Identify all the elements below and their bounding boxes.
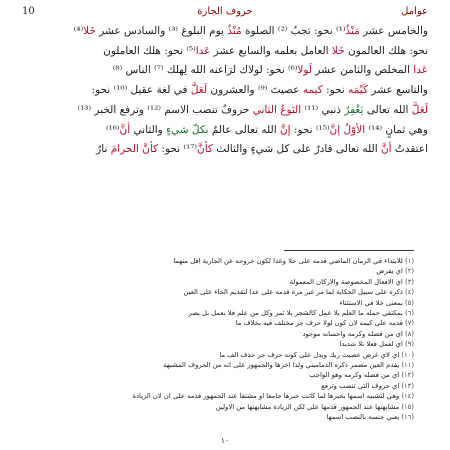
footnote-text: اي يفرض [376,267,406,276]
highlighted-term: مَنْذُ [345,25,360,37]
header-page-number: 10 [22,6,35,17]
highlighted-term: عَدا [195,44,211,57]
footnote [44,298,414,308]
footnote-text: للابتداء في الزمان الماضي قدمه على خلا وعدا لكون خروجه عن الجارية اقل منهما [173,257,406,265]
text-segment: الله تعالى [363,103,412,116]
footnote-text: اي لعمل فعلا تلا شديدا [339,340,406,349]
footnote [44,370,414,380]
text-segment: يوم البلوغ ⁽³⁾ والسادس عشر [95,25,228,37]
header-section-title: حروف الجارة [197,6,253,17]
footnote-text: اي من فضله وكرمه واحسانه موجود [302,329,406,338]
main-text [22,22,428,160]
page-footer [0,436,450,445]
text-segment: ⁽²⁾ [277,25,288,37]
footnote-number: (٣) [405,277,414,286]
highlighted-term: خَلا [83,25,96,37]
text-segment: والتاسع عشر [367,84,428,97]
running-header [22,6,428,22]
text-segment: العامل بعلمه والسابع عشر [210,44,332,57]
footnote-text: اي لاي غرض عصيت ربك وبدل على كونه حرف جر حذف الف ما [219,350,402,359]
footnote-number: (١٤) [401,392,414,401]
footnote-number: (٩) [405,340,414,349]
highlighted-term: كأنَّ الحرامَ [110,143,159,156]
highlighted-term: كأنَّ [197,143,213,156]
text-segment: ⁽¹⁶⁾ [105,123,120,136]
highlighted-term: النَوعُ الثاني [252,103,302,116]
text-segment: نحو: هلك العالمون [344,44,428,57]
footer-page-number: ١٠ [220,436,230,445]
text-segment: ⁽¹⁷⁾ نحو: [158,143,197,156]
footnote-number: (١٣) [401,381,414,390]
footnote-number: (٤) [405,288,414,297]
highlighted-term: إنَّ [279,123,291,136]
highlighted-term: لَعَلَّ [190,84,208,97]
footnote [44,402,414,412]
footnote-number: (٧) [405,319,414,328]
highlighted-term: كيمه [302,84,323,97]
text-segment: حروفٌ تنصب الاسم ⁽¹²⁾ وترفع الخبر ⁽¹³⁾ [77,103,253,116]
text-segment: ⁽⁴⁾ [73,25,84,37]
highlighted-term: لَعَلَّ [411,103,428,116]
text-segment: الصلوة [241,25,278,37]
footnote [44,412,414,422]
footnote [44,339,414,349]
footnote [44,256,414,266]
footnote-text: يقدم العين مضمر ذكره الدماميني ولذا اخرها والجمهور على انه من الحروف المشبهة [163,361,402,370]
highlighted-term: لَولا [297,64,313,77]
footnote [44,277,414,287]
footnote-text: اي حروف التي تنصب وترفع [321,381,402,390]
text-segment: ⁽⁵⁾ نحو: هلك العاملون [103,44,196,57]
footnote [44,308,414,318]
highlighted-term: خَلا [331,44,345,57]
text-line [22,101,428,121]
footnotes [44,256,414,423]
footnote [44,266,414,276]
text-line [22,140,428,160]
quoted-phrase: بكلّ شيءٍ [166,123,209,136]
footnote-text: اي الافعال المخصوصة والاركان المعمولة [289,277,406,286]
footnote-number: (٦) [405,309,414,318]
quoted-phrase: يَغْفِرُ [344,103,364,116]
footnote [44,287,414,297]
footnote-number: (٢) [405,267,414,276]
footnote-text: اي من فضله وكرمه وهو الواجب [309,371,402,380]
text-segment: ⁽¹⁾ نحو: تجبُ [287,25,346,37]
footnote-number: (١٥) [401,402,414,411]
highlighted-term: عَدا [413,64,428,77]
text-line [22,81,428,101]
text-segment: نحو: [322,84,349,97]
footnote [44,381,414,391]
highlighted-term: كَيْمَه [348,84,368,97]
footnote-text: بمعنى خلا في الاستثناء [339,298,406,307]
text-segment: نارٌ [96,143,111,156]
text-line [22,22,428,42]
footnote-text: بمكتفي حمله ما العلم بلا عمل كالشجر بلا ثمر وكل من علم فلا بعمل بل يصر [188,309,406,318]
footnote-number: (٨) [405,329,414,338]
footnote-number: (١٠) [401,350,414,359]
text-line [22,42,428,62]
highlighted-term: أنَّ [119,123,131,136]
text-segment: عصيتَ ⁽⁹⁾ والعشرون [207,84,303,97]
footnote-text: قدمه على كيمه لان كون لولا حرف جر مختلف فيه بخلاف ما [235,319,406,328]
text-line [22,61,428,81]
text-segment: اعتقدتُ [391,143,428,156]
footnote [44,350,414,360]
text-segment: ⁽¹⁵⁾ نحو: [290,123,330,136]
footnote [44,329,414,339]
footnote-number: (١٦) [401,413,414,422]
text-segment: ذنبي ⁽¹¹⁾ [301,103,345,116]
footnote-text: يعني جنسه بالنصب اسمها [326,413,402,422]
text-segment: ⁽⁶⁾ نحو: لولاك لرَاعنه الله لِهلك ⁽⁷⁾ الناس ⁽⁸⁾ [112,64,298,77]
footnote-separator [284,250,414,251]
footnote [44,318,414,328]
text-segment: في لغة عقيل ⁽¹⁰⁾ نحو: [91,84,191,97]
text-segment: وهي ثمانٍ ⁽¹⁴⁾ [365,123,428,136]
highlighted-term: أنَّ [380,143,392,156]
footnote-number: (١٢) [401,371,414,380]
footnote-number: (٥) [405,298,414,307]
text-line [22,121,428,141]
highlighted-term: مُنْذُ [227,25,242,37]
footnote-number: (١) [405,257,414,265]
text-segment: الله تعالى قادرٌ على كل شيءٍ والثالث [212,143,381,156]
footnote [44,360,414,370]
header-chapter: عوامل [401,6,428,17]
highlighted-term: الأوّلُ إنَّ [329,123,366,136]
footnote-text: ذكره على سبيل الحكاية لما مر غير مرة قدمه على عدا لتقديم الخاء على العين [183,288,406,297]
footnote [44,391,414,401]
text-segment: والثاني [130,123,167,136]
text-segment: المخلص والثامن عشر [312,64,414,77]
footnote-number: (١١) [401,361,414,370]
footnote-text: وهي لتشبيه اسمها بخبرها لما كانت خبرها جامعا او مشتقا عند الجمهور قدمه على ان لان الزيادة [132,392,402,401]
text-segment: الله تعالى عالمٌ [208,123,280,136]
footnote-text: مشابهتها عند الجمهور قدمها على لكن الزيادة مشابهتها من الاولين [215,402,402,411]
text-segment: والخامس عشر [359,25,428,37]
